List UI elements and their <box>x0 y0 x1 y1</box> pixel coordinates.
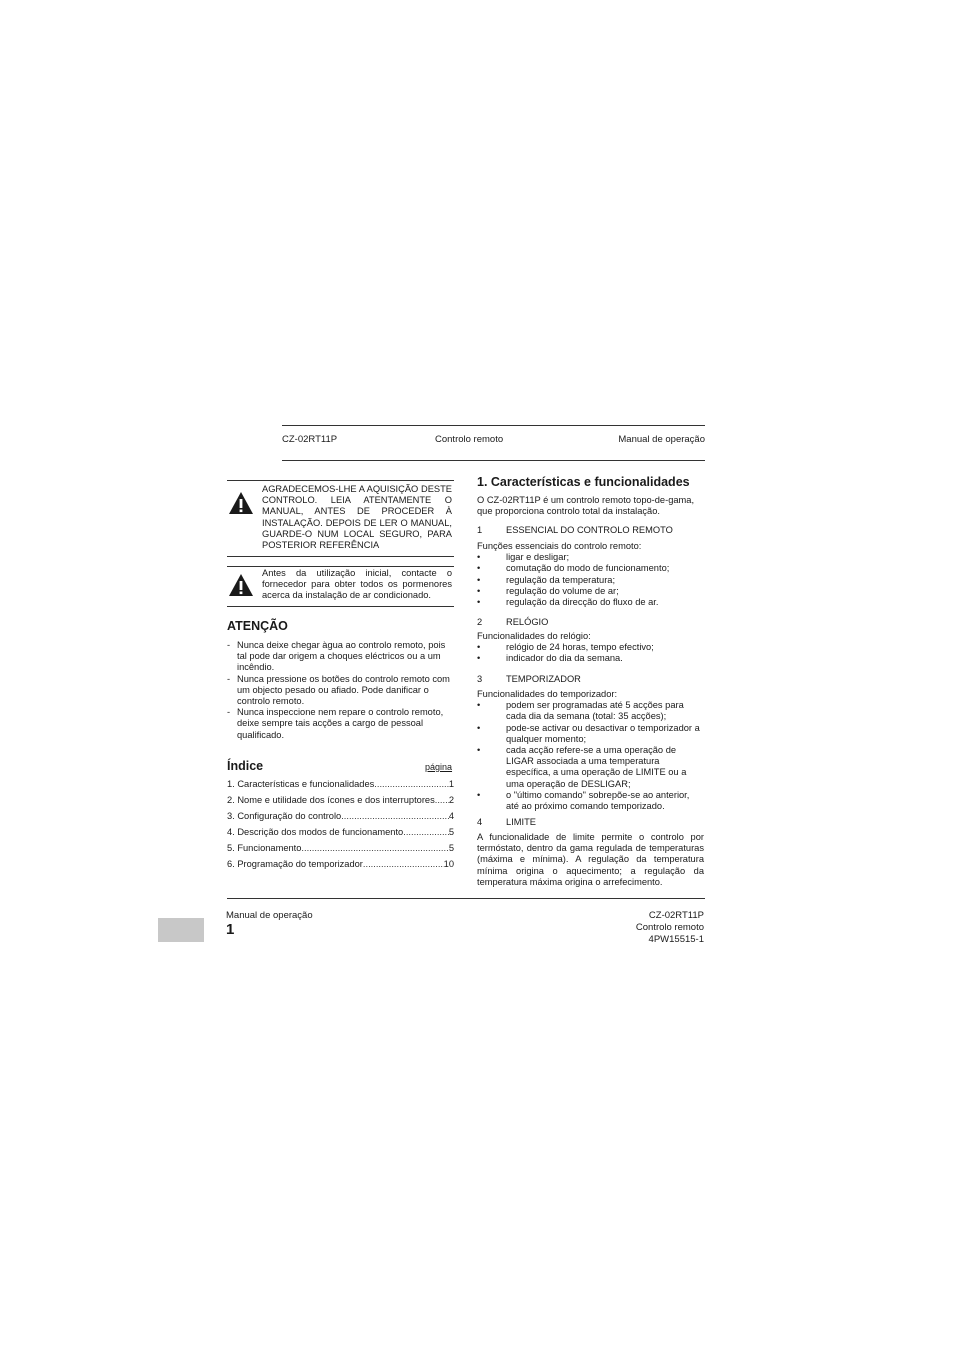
list-item: • indicador do dia da semana. <box>477 653 623 664</box>
notice-2-text: Antes da utilização inicial, contacte o fornecedor para obter todos os pormenores acerca da instalação de ar condicionado. <box>262 568 452 601</box>
index-page-label: página <box>425 762 453 772</box>
footer-doc-type: Manual de operação <box>226 910 313 921</box>
attention-title: ATENÇÃO <box>227 619 288 633</box>
list-item: • podem ser programadas até 5 acções para cada dia da semana (total: 35 acções); <box>477 700 684 722</box>
list-item: • regulação da direcção do fluxo de ar. <box>477 597 659 608</box>
toc-entry[interactable]: 3. Configuração do controlo ..... 4 <box>227 811 454 822</box>
notice-1-bottom-rule <box>227 556 454 557</box>
section-1-title: 1. Características e funcionalidades <box>477 475 690 489</box>
subsection-heading: 2 RELÓGIO <box>477 617 549 627</box>
footer-model: CZ-02RT11P <box>648 910 704 921</box>
subsection-heading: 4 LIMITE <box>477 817 536 827</box>
notice-2-top-rule <box>227 566 454 567</box>
warning-triangle-icon <box>228 491 254 515</box>
toc-entry[interactable]: 6. Programação do temporizador ..... 10 <box>227 859 454 870</box>
list-item: • ligar e desligar; <box>477 552 570 563</box>
section-1-intro: O CZ-02RT11P é um controlo remoto topo-de-gama, que proporciona controlo total da instalação. <box>477 495 695 517</box>
list-item: • regulação do volume de ar; <box>477 585 619 596</box>
list-item: • cada acção refere-se a uma operação de LIGAR associada a uma temperatura específica, a uma operação de LIMITE ou a uma operação de DESLIGAR; <box>477 745 687 789</box>
header-top-rule <box>282 425 705 426</box>
list-item: - Nunca pressione os botões do controlo remoto com um objecto pesado ou afiado. Pode danificar o controlo remoto. <box>227 673 450 707</box>
toc-entry[interactable]: 4. Descrição dos modos de funcionamento ..... 5 <box>227 827 454 838</box>
attention-list <box>227 640 453 741</box>
header-product: Controlo remoto <box>435 434 504 445</box>
subsection-heading: 1 ESSENCIAL DO CONTROLO REMOTO <box>477 525 673 535</box>
subsection-3-body: Funcionalidades do temporizador: • podem ser programadas até 5 acções para cada dia da semana (total: 35 acções); • pode-se activar ou desactivar o temporizador a qualquer momento; • cada acção refere-se a uma operação de LIGAR associada a uma temperatura específica, a uma operação de LIMITE ou a uma operação de DESLIGAR; • o "último comando" sobrepõe-se ao anterior, até ao próximo comando temporizado. <box>477 689 704 812</box>
list-item: - Nunca inspeccione nem repare o controlo remoto, deixe sempre tais acções a cargo de pessoal qualificado. <box>227 707 444 740</box>
toc-entry[interactable]: 1. Características e funcionalidades ..... 1 <box>227 779 454 790</box>
list-item: • comutação do modo de funcionamento; <box>477 563 670 574</box>
header-model: CZ-02RT11P <box>282 434 338 445</box>
list-item: • relógio de 24 horas, tempo efectivo; <box>477 642 654 653</box>
subsection-4-body: A funcionalidade de limite permite o controlo por termóstato, dentro da gama regulada de temperaturas (máxima e mínima). A regulação da temperatura mínima origina o aquecimento; a regulação da temperatura máxima origina o arrefecimento. <box>477 832 704 887</box>
footer-product: Controlo remoto <box>635 922 704 933</box>
list-item: • regulação da temperatura; <box>477 574 616 585</box>
bullet-list <box>477 642 704 664</box>
subsection-heading: 3 TEMPORIZADOR <box>477 674 581 684</box>
index-title: Índice <box>227 759 264 773</box>
notice-1-top-rule <box>227 480 454 481</box>
subsection-2-body: Funcionalidades do relógio: • relógio de 24 horas, tempo efectivo; • indicador do dia da semana. <box>477 631 704 665</box>
toc-entry[interactable]: 2. Nome e utilidade dos ícones e dos interruptores ..... 2 <box>227 795 454 806</box>
list-item: - Nunca deixe chegar àgua ao controlo remoto, pois tal pode dar origem a choques eléctricos ou a um incêndio. <box>227 640 446 673</box>
footer-doc-code: 4PW15515-1 <box>648 934 704 945</box>
header-bottom-rule <box>282 460 705 461</box>
toc-entry[interactable]: 5. Funcionamento ..... 5 <box>227 843 454 854</box>
notice-2-bottom-rule <box>227 606 454 607</box>
list-item: • pode-se activar ou desactivar o temporizador a qualquer momento; <box>477 722 700 744</box>
warning-triangle-icon <box>228 573 254 597</box>
subsection-1-body: Funções essenciais do controlo remoto: • ligar e desligar; • comutação do modo de funcionamento; • regulação da temperatura; • regulação do volume de ar; • regulação da direcção do fluxo de ar. <box>477 541 704 608</box>
list-item: • o "último comando" sobrepõe-se ao anterior, até ao próximo comando temporizado. <box>477 789 690 812</box>
header-doc-type: Manual de operação <box>618 434 705 445</box>
footer-rule <box>227 898 705 899</box>
notice-1-text: AGRADECEMOS-LHE A AQUISIÇÃO DESTE CONTROLO. LEIA ATENTAMENTE O MANUAL, ANTES DE PROCEDER À INSTALAÇÃO. DEPOIS DE LER O MANUAL, GUARDE-O NUM LOCAL SEGURO, PARA POSTERIOR REFERÊNCIA <box>262 484 452 551</box>
bullet-list <box>477 552 704 608</box>
page-number: 1 <box>226 921 235 938</box>
language-tab <box>158 918 204 942</box>
bullet-list <box>477 700 704 812</box>
